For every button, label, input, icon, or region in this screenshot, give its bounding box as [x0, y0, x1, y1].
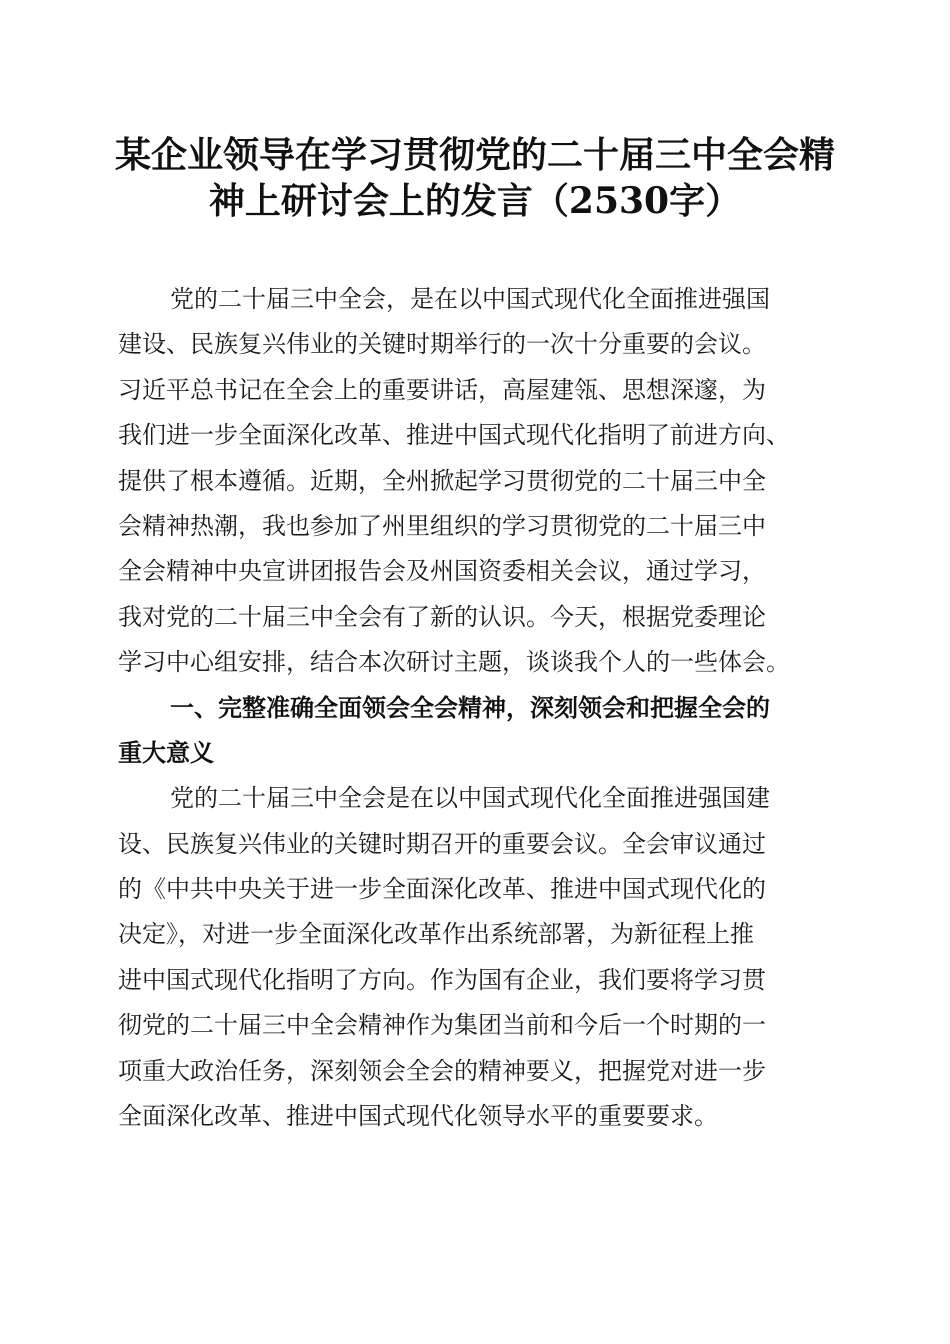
paragraph-line: 我对党的二十届三中全会有了新的认识。今天，根据党委理论	[118, 602, 766, 631]
paragraph-intro	[118, 277, 838, 686]
paragraph-section-1	[118, 776, 838, 1139]
paragraph-line: 党的二十届三中全会，是在以中国式现代化全面推进强国	[170, 285, 770, 313]
paragraph-line: 建设、民族复兴伟业的关键时期举行的一次十分重要的会议。	[118, 330, 766, 359]
heading-line: 一、完整准确全面领会全会精神，深刻领会和把握全会的	[170, 693, 770, 722]
paragraph-line: 会精神热潮，我也参加了州里组织的学习贯彻党的二十届三中	[118, 511, 766, 540]
paragraph-line: 学习中心组安排，结合本次研讨主题，谈谈我个人的一些体会。	[118, 648, 790, 677]
paragraph-line: 全面深化改革、推进中国式现代化领导水平的重要要求。	[118, 1102, 718, 1131]
paragraph-line: 项重大政治任务，深刻领会全会的精神要义，把握党对进一步	[118, 1056, 766, 1085]
paragraph-line: 进中国式现代化指明了方向。作为国有企业，我们要将学习贯	[118, 965, 766, 994]
paragraph-line: 决定》，对进一步全面深化改革作出系统部署，为新征程上推	[118, 920, 754, 949]
title-line: 神上研讨会上的发言（2530字）	[208, 180, 742, 222]
paragraph-line: 习近平总书记在全会上的重要讲话，高屋建瓴、思想深邃，为	[118, 375, 766, 404]
paragraph-line: 党的二十届三中全会是在以中国式现代化全面推进强国建	[170, 784, 770, 813]
paragraph-line: 全会精神中央宣讲团报告会及州国资委相关会议，通过学习，	[118, 557, 766, 586]
paragraph-line: 彻党的二十届三中全会精神作为集团当前和今后一个时期的一	[118, 1011, 766, 1040]
heading-line: 重大意义	[118, 738, 214, 767]
section-heading-1	[118, 686, 838, 777]
paragraph-line: 设、民族复兴伟业的关键时期召开的重要会议。全会审议通过	[118, 829, 766, 858]
document-body	[118, 277, 838, 1139]
paragraph-line: 我们进一步全面深化改革、推进中国式现代化指明了前进方向、	[118, 421, 790, 450]
paragraph-line: 的《中共中央关于进一步全面深化改革、推进中国式现代化的	[118, 875, 766, 904]
paragraph-line: 提供了根本遵循。近期，全州掀起学习贯彻党的二十届三中全	[118, 466, 766, 495]
document-title	[100, 132, 850, 224]
title-line: 某企业领导在学习贯彻党的二十届三中全会精	[114, 134, 835, 176]
